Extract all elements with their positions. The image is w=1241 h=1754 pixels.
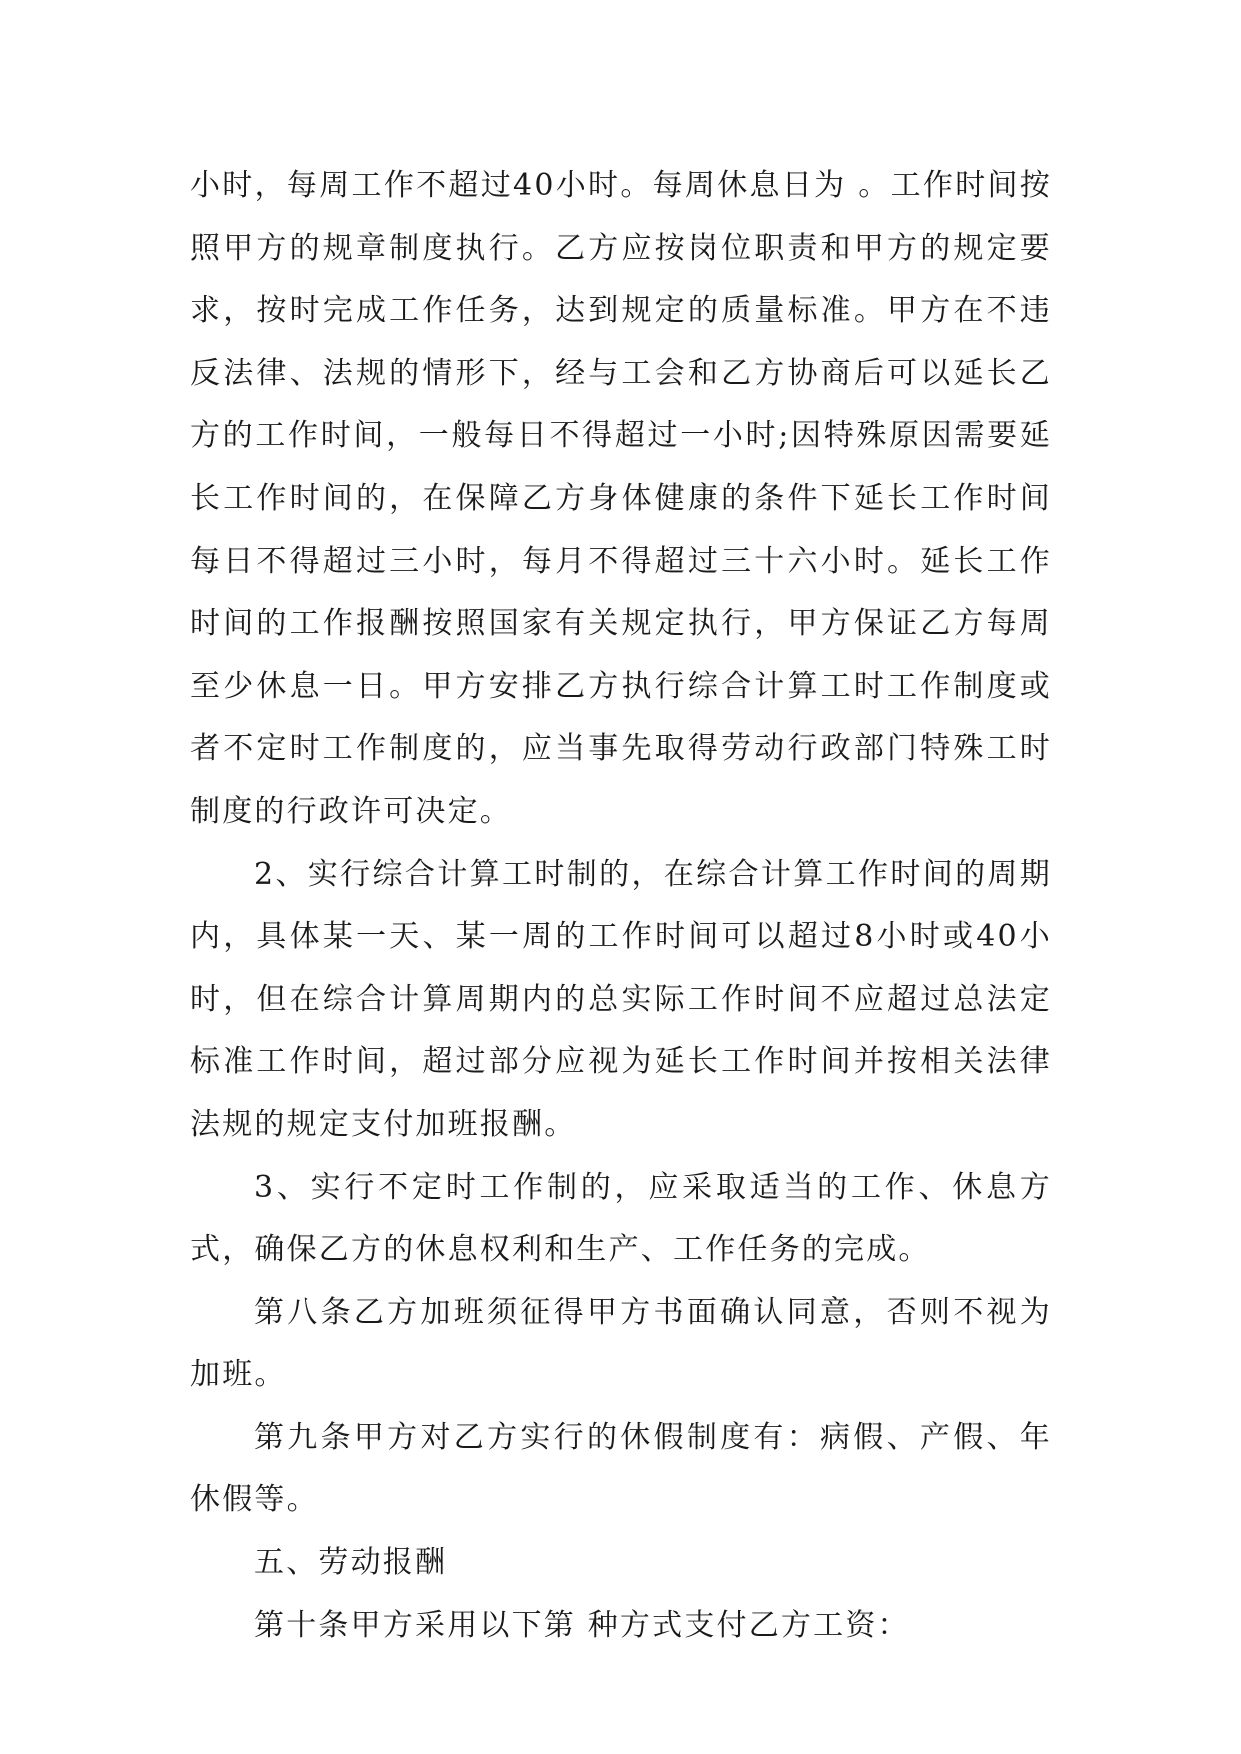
document-body (190, 155, 1052, 1657)
paragraph-article-9: 第九条甲方对乙方实行的休假制度有：病假、产假、年休假等。 (190, 1419, 1052, 1518)
paragraph-working-hours: 小时，每周工作不超过40小时。每周休息日为 。工作时间按照甲方的规章制度执行。乙方应按岗位职责和甲方的规定要求，按时完成工作任务，达到规定的质量标准。甲方在不违反法律、法规的情形下，经与工会和乙方协商后可以延长乙方的工作时间，一般每日不得超过一小时;因特殊原因需要延长工作时间的，在保障乙方身体健康的条件下延长工作时间每日不得超过三小时，每月不得超过三十六小时。延长工作时间的工作报酬按照国家有关规定执行，甲方保证乙方每周至少休息一日。甲方安排乙方执行综合计算工时工作制度或者不定时工作制度的，应当事先取得劳动行政部门特殊工时制度的行政许可决定。 (190, 168, 1052, 829)
paragraph-flexible-hours: 3、实行不定时工作制的，应采取适当的工作、休息方式，确保乙方的休息权利和生产、工作任务的完成。 (190, 1169, 1052, 1268)
paragraph-article-10: 第十条甲方采用以下第 种方式支付乙方工资： (254, 1607, 910, 1643)
paragraph-article-8: 第八条乙方加班须征得甲方书面确认同意，否则不视为加班。 (190, 1294, 1052, 1393)
paragraph-comprehensive-hours: 2、实行综合计算工时制的，在综合计算工作时间的周期内，具体某一天、某一周的工作时间可以超过8小时或40小时，但在综合计算周期内的总实际工作时间不应超过总法定标准工作时间，超过部分应视为延长工作时间并按相关法律法规的规定支付加班报酬。 (190, 856, 1052, 1142)
section-heading-labor-remuneration: 五、劳动报酬 (254, 1545, 448, 1581)
